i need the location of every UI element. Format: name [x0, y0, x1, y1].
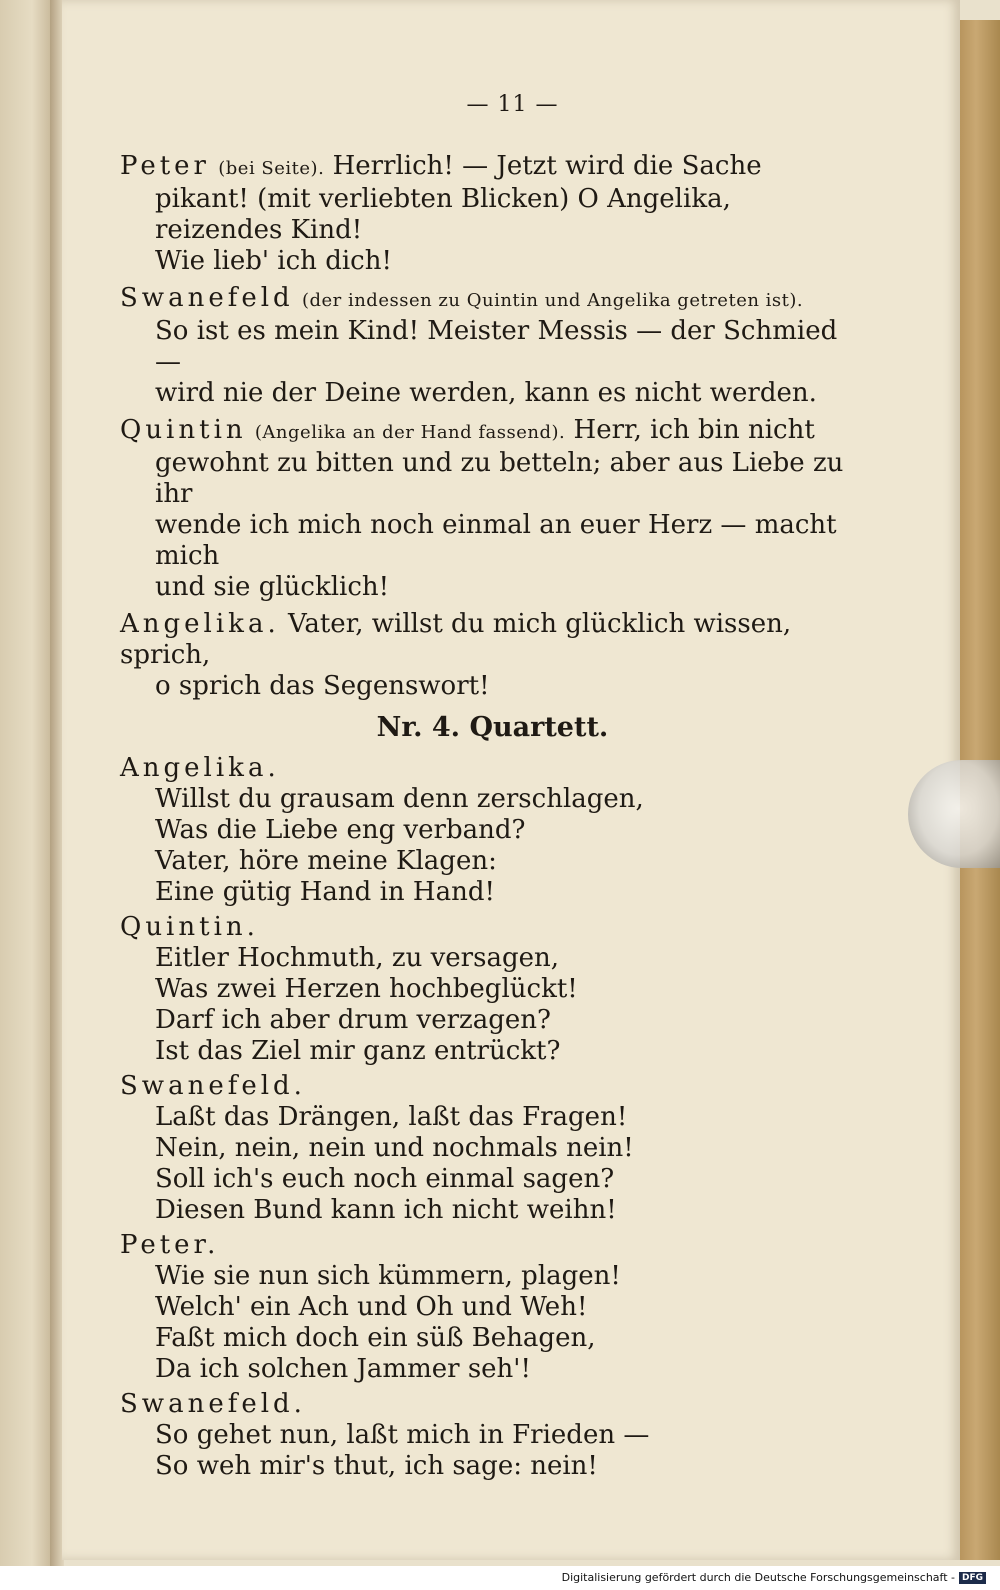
stage-direction: (der indessen zu Quintin und Angelika getreten ist). — [301, 290, 804, 311]
verse-line: Faßt mich doch ein süß Behagen, — [155, 1323, 596, 1353]
dfg-logo-icon: DFG — [959, 1572, 986, 1584]
dialogue-line: gewohnt zu bitten und zu betteln; aber aus Liebe zu ihr — [155, 448, 844, 509]
page-content — [120, 92, 865, 1486]
verse-quintin — [120, 912, 865, 1067]
dialogue-quintin — [120, 415, 865, 603]
verse-line: Da ich solchen Jammer seh'! — [155, 1354, 531, 1384]
dialogue-line: wende ich mich noch einmal an euer Herz — macht mich — [155, 510, 837, 571]
dialogue-line: und sie glücklich! — [155, 572, 390, 602]
speaker-name: Quintin — [120, 415, 247, 445]
stage-direction: (bei Seite). — [218, 158, 325, 179]
speaker-name: Quintin. — [120, 912, 259, 942]
verse-line: Laßt das Drängen, laßt das Fragen! — [155, 1102, 628, 1132]
dialogue-line: pikant! (mit verliebten Blicken) O Angelika, reizendes Kind! — [155, 184, 731, 245]
verse-line: Soll ich's euch noch einmal sagen? — [155, 1164, 615, 1194]
speaker-name: Angelika. — [120, 609, 280, 639]
dialogue-line: Vater, willst du mich glücklich wissen, sprich, — [120, 609, 792, 670]
verse-line: Willst du grausam denn zerschlagen, — [155, 784, 644, 814]
footer-text: Digitalisierung gefördert durch die Deutsche Forschungsgemeinschaft - — [561, 1571, 955, 1584]
dialogue-line: Herrlich! — Jetzt wird die Sache — [332, 151, 762, 181]
verse-line: Was zwei Herzen hochbeglückt! — [155, 974, 578, 1004]
verse-line: Was die Liebe eng verband? — [155, 815, 526, 845]
dialogue-line: Wie lieb' ich dich! — [155, 246, 392, 276]
verse-swanefeld — [120, 1071, 865, 1226]
footer-credit — [0, 1566, 1000, 1590]
speaker-name: Swanefeld. — [120, 1389, 306, 1419]
verse-line: So weh mir's thut, ich sage: nein! — [155, 1451, 598, 1481]
dialogue-line: Herr, ich bin nicht — [573, 415, 815, 445]
verse-swanefeld-final — [120, 1389, 865, 1482]
dialogue-line: wird nie der Deine werden, kann es nicht werden. — [155, 378, 817, 408]
verse-line: Ist das Ziel mir ganz entrückt? — [155, 1036, 561, 1066]
verse-line: Diesen Bund kann ich nicht weihn! — [155, 1195, 617, 1225]
page-number: — 11 — — [466, 92, 559, 117]
dialogue-swanefeld — [120, 283, 865, 409]
stage-direction: (Angelika an der Hand fassend). — [254, 422, 566, 443]
verse-line: Eitler Hochmuth, zu versagen, — [155, 943, 559, 973]
verse-line: Darf ich aber drum verzagen? — [155, 1005, 551, 1035]
speaker-name: Peter. — [120, 1230, 220, 1260]
verse-line: Nein, nein, nein und nochmals nein! — [155, 1133, 634, 1163]
speaker-name: Swanefeld. — [120, 1071, 306, 1101]
verse-peter — [120, 1230, 865, 1385]
dialogue-peter — [120, 151, 865, 277]
verse-line: Vater, höre meine Klagen: — [155, 846, 497, 876]
dialogue-line: o sprich das Segenswort! — [155, 671, 490, 701]
verse-line: Welch' ein Ach und Oh und Weh! — [155, 1292, 588, 1322]
verse-line: So gehet nun, laßt mich in Frieden — — [155, 1420, 650, 1450]
section-heading: Nr. 4. Quartett. — [376, 712, 609, 743]
verse-angelika — [120, 753, 865, 908]
verse-line: Eine gütig Hand in Hand! — [155, 877, 495, 907]
dialogue-angelika — [120, 609, 865, 702]
dialogue-line: So ist es mein Kind! Meister Messis — der Schmied — — [155, 316, 838, 377]
speaker-name: Peter — [120, 151, 210, 181]
speaker-name: Swanefeld — [120, 283, 294, 313]
speaker-name: Angelika. — [120, 753, 280, 783]
verse-line: Wie sie nun sich kümmern, plagen! — [155, 1261, 621, 1291]
